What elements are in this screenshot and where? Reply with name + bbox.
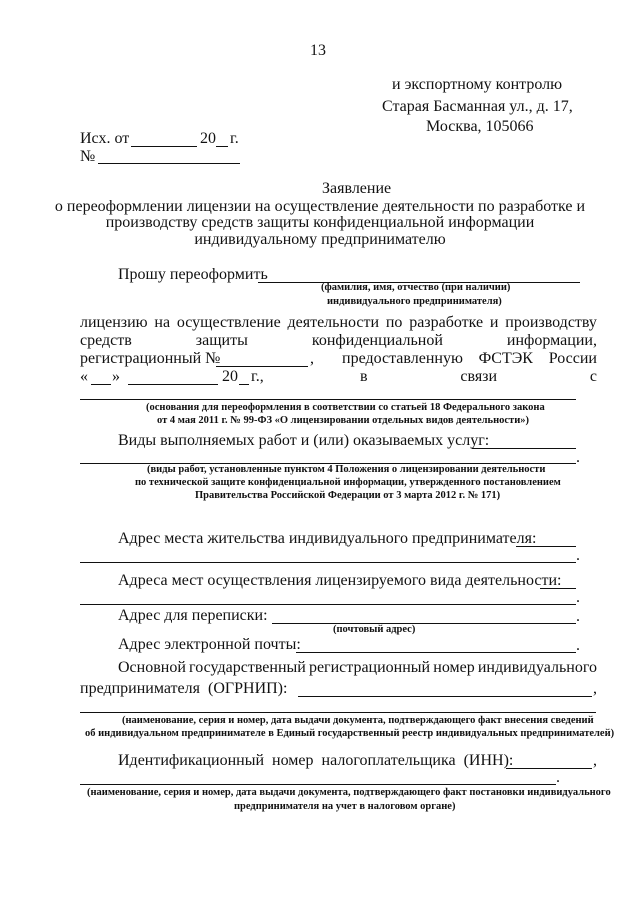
ogrnip-field-inline[interactable]	[298, 696, 592, 697]
body-word: России	[548, 350, 597, 367]
registration-number-field[interactable]	[216, 366, 308, 367]
body-word: защиты	[195, 332, 248, 349]
body-word: осуществление	[176, 314, 281, 331]
license-date-close-quote: »	[112, 368, 120, 385]
residence-field-inline[interactable]	[516, 546, 576, 547]
basis-hint-2: от 4 мая 2011 г. № 99-ФЗ «О лицензировании отдельных видов деятельности»)	[157, 415, 529, 426]
addressee-line-1: и экспортному контролю	[392, 76, 563, 93]
inn-label: Идентификационный номер налогоплательщика (ИНН):	[118, 752, 514, 769]
ogrnip-hint-2: об индивидуальном предпринимателе в Единый государственный реестр индивидуальных предпринимателей)	[85, 728, 615, 739]
body-word: конфиденциальной	[311, 332, 443, 349]
mail-field[interactable]	[272, 623, 576, 624]
basis-field[interactable]	[80, 399, 576, 400]
body-word: информации,	[506, 332, 597, 349]
title-line-2: о переоформлении лицензии на осуществление деятельности по разработке и	[54, 198, 586, 215]
outgoing-number-field[interactable]	[98, 163, 240, 164]
outgoing-year-field[interactable]	[216, 146, 228, 147]
activity-places-field-inline[interactable]	[540, 588, 576, 589]
title-line-3: производству средств защиты конфиденциальной информации	[105, 214, 535, 231]
body-word: связи	[460, 368, 498, 385]
works-hint-2: по технической защите конфиденциальной информации, утвержденного постановлением	[135, 477, 561, 488]
works-period: .	[576, 449, 580, 466]
outgoing-date-field[interactable]	[131, 146, 197, 147]
license-month-field[interactable]	[128, 384, 218, 385]
request-hint-2: индивидуального предпринимателя)	[327, 296, 502, 307]
email-label: Адрес электронной почты:	[118, 636, 301, 653]
residence-field[interactable]	[80, 562, 576, 563]
body-row-2	[80, 332, 597, 350]
license-year-label: 20	[222, 368, 238, 385]
ogrnip-comma: ,	[593, 680, 597, 697]
body-row-3-words	[342, 350, 597, 368]
body-word: Основной	[118, 659, 186, 676]
inn-hint-1: (наименование, серия и номер, дата выдачи документа, подтверждающего факт постановки индивидуального	[87, 787, 611, 798]
license-year-field[interactable]	[239, 384, 249, 385]
document-title: Заявление	[322, 180, 392, 197]
works-hint-3: Правительства Российской Федерации от 3 марта 2012 г. № 171)	[195, 490, 501, 501]
addressee-line-3: Москва, 105066	[426, 118, 534, 135]
body-word: производству	[505, 314, 597, 331]
residence-period: .	[576, 547, 580, 564]
residence-label: Адрес места жительства индивидуального предпринимателя:	[118, 530, 537, 547]
mail-hint: (почтовый адрес)	[333, 624, 416, 635]
works-label: Виды выполняемых работ и (или) оказываемых услуг:	[118, 432, 490, 449]
body-word: с	[589, 368, 597, 385]
activity-places-period: .	[576, 589, 580, 606]
body-word: средств	[80, 332, 132, 349]
mail-period: .	[576, 608, 580, 625]
works-field-inline[interactable]	[472, 448, 576, 449]
mail-label: Адрес для переписки:	[118, 607, 268, 624]
ogrnip-label: предпринимателя (ОГРНИП):	[80, 680, 288, 697]
outgoing-year-label: 20	[200, 130, 216, 147]
ogrnip-row-1	[118, 659, 597, 677]
outgoing-year-suffix: г.	[230, 130, 239, 147]
email-period: .	[576, 637, 580, 654]
body-word: номер	[433, 659, 475, 676]
outgoing-number-label: №	[80, 148, 96, 165]
inn-field[interactable]	[80, 784, 556, 785]
body-word: и	[489, 314, 499, 331]
inn-period: .	[556, 769, 560, 786]
body-word: ФСТЭК	[478, 350, 533, 367]
license-day-field[interactable]	[91, 384, 111, 385]
basis-hint-1: (основания для переоформления в соответствии со статьей 18 Федерального закона	[146, 402, 545, 413]
activity-places-field[interactable]	[80, 604, 576, 605]
inn-hint-2: предпринимателя на учет в налоговом органе)	[234, 801, 456, 812]
inn-field-inline[interactable]	[506, 768, 592, 769]
body-row-1	[80, 314, 597, 332]
page-number: 13	[310, 42, 326, 59]
ogrnip-hint-1: (наименование, серия и номер, дата выдачи документа, подтверждающего факт внесения сведений	[122, 715, 594, 726]
outgoing-ref-label: Исх. от	[80, 130, 130, 147]
request-hint-1: (фамилия, имя, отчество (при наличии)	[321, 282, 511, 293]
body-word: разработке	[409, 314, 484, 331]
body-word: в	[360, 368, 368, 385]
request-label: Прошу переоформить	[118, 266, 268, 283]
body-word: на	[154, 314, 171, 331]
title-line-4: индивидуальному предпринимателю	[194, 231, 446, 248]
body-word: регистрационный	[308, 659, 431, 676]
license-date-open-quote: «	[80, 368, 88, 385]
ogrnip-field[interactable]	[80, 712, 596, 713]
activity-places-label: Адреса мест осуществления лицензируемого вида деятельности:	[118, 572, 562, 589]
body-word: индивидуального	[477, 659, 597, 676]
inn-comma: ,	[593, 752, 597, 769]
body-word: лицензию	[80, 314, 148, 331]
body-row-4-words	[360, 368, 597, 386]
email-field[interactable]	[296, 652, 576, 653]
license-year-suffix: г.,	[251, 368, 264, 385]
addressee-line-2: Старая Басманная ул., д. 17,	[382, 98, 573, 115]
registration-comma: ,	[310, 350, 314, 367]
body-word: государственный	[189, 659, 306, 676]
body-word: предоставленную	[342, 350, 463, 367]
body-word: деятельности	[287, 314, 380, 331]
body-word: по	[385, 314, 403, 331]
registration-label: регистрационный №	[80, 350, 221, 367]
works-hint-1: (виды работ, установленные пунктом 4 Положения о лицензировании деятельности	[147, 464, 546, 475]
